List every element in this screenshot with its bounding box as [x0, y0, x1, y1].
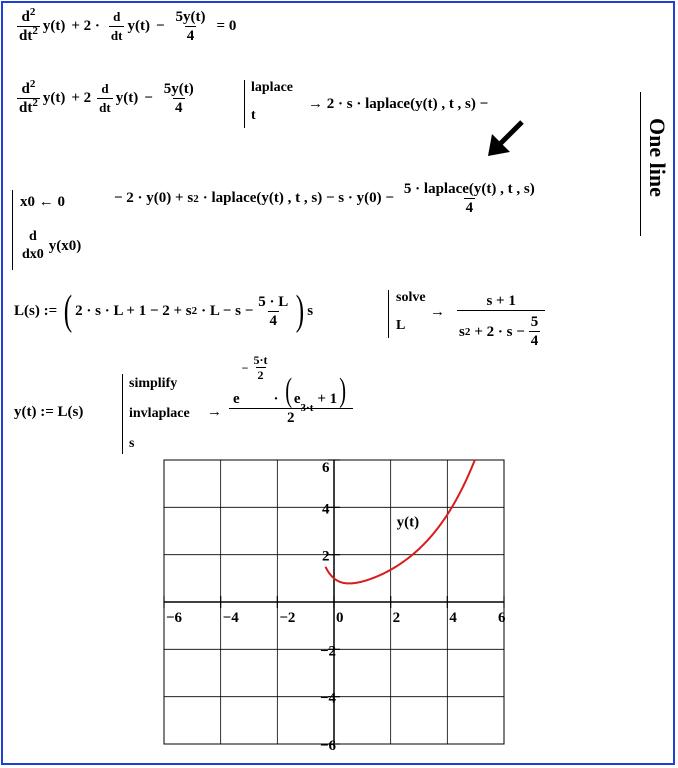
y-result: e − $\frac{5\cdot t}{2}$ · ( e 3·t + 1 ) 2	[228, 356, 354, 427]
y-tick-label: 4	[322, 501, 330, 518]
keyword-bar	[244, 80, 245, 128]
x-tick-label: −6	[166, 610, 183, 626]
solve-arrow: →	[430, 304, 445, 320]
x-tick-label: 2	[392, 610, 401, 626]
x-tick-label: 0	[336, 610, 344, 626]
solve-result: s + 1 s 2 + 2 · s − $\frac{5}{4}$	[454, 292, 548, 350]
side-line	[640, 92, 641, 236]
l-definition[interactable]: L(s) := ( 2 · s · L + 1 − 2 + s 2 · L − s − $\frac{5 \cdot L}{4}$ ) s	[14, 288, 314, 334]
program-bar	[12, 190, 13, 270]
y-tick-label: −2	[320, 643, 337, 660]
laplace-result: → 2 · s · laplace(y(t) , t , s) −	[308, 96, 489, 112]
keyword-laplace[interactable]: laplace	[251, 80, 293, 95]
laplace-continuation: − 2 · y(0) + s 2 · laplace(y(t) , t , s) − s · y(0) − $\frac{\text{5 · laplace(y(t) , t , s)}}{4}$	[114, 181, 535, 216]
keyword-invlaplace[interactable]: invlaplace	[129, 406, 190, 421]
keyword-l[interactable]: L	[396, 318, 406, 333]
y-tick-label: −6	[320, 738, 337, 754]
y-tick-label: 6	[322, 460, 330, 476]
assign-x0[interactable]: x0 ← 0	[20, 194, 65, 210]
arrow-down-left-icon	[484, 118, 528, 158]
function-plot[interactable]	[163, 459, 515, 754]
y-tick-label: −4	[320, 690, 337, 707]
laplace-expression[interactable]: $\frac{d^2}{dt^2}$ y(t) + 2 $\frac{d}{dt}$ y(t) − $\frac{5y(t)}{4}$	[19, 78, 194, 116]
ode-equation[interactable]: $\frac{d^2}{dt^2}$ y(t) + 2 · $\frac{d}{dt}$ y(t) − $\frac{5y(t)}{4}$ = 0	[19, 6, 237, 44]
x-tick-label: −2	[279, 610, 296, 626]
keyword-simplify[interactable]: simplify	[129, 376, 178, 391]
keyword-s[interactable]: s	[129, 436, 135, 451]
simplify-arrow: →	[207, 404, 222, 420]
solve-bar	[388, 290, 389, 338]
side-label: One line	[645, 118, 670, 197]
y-tick-label: 2	[322, 548, 330, 565]
keyword-t[interactable]: t	[251, 108, 256, 123]
x-tick-label: −4	[222, 610, 239, 626]
keyword-solve[interactable]: solve	[396, 290, 426, 305]
x-tick-label: 4	[449, 610, 457, 626]
derivative-y-x0[interactable]: d dx0 y(x0)	[22, 229, 82, 262]
x-tick-label: 6	[498, 610, 506, 626]
legend-y-t: y(t)	[396, 514, 420, 531]
y-definition[interactable]: y(t) := L(s)	[14, 404, 84, 420]
simplify-bar	[122, 374, 123, 454]
